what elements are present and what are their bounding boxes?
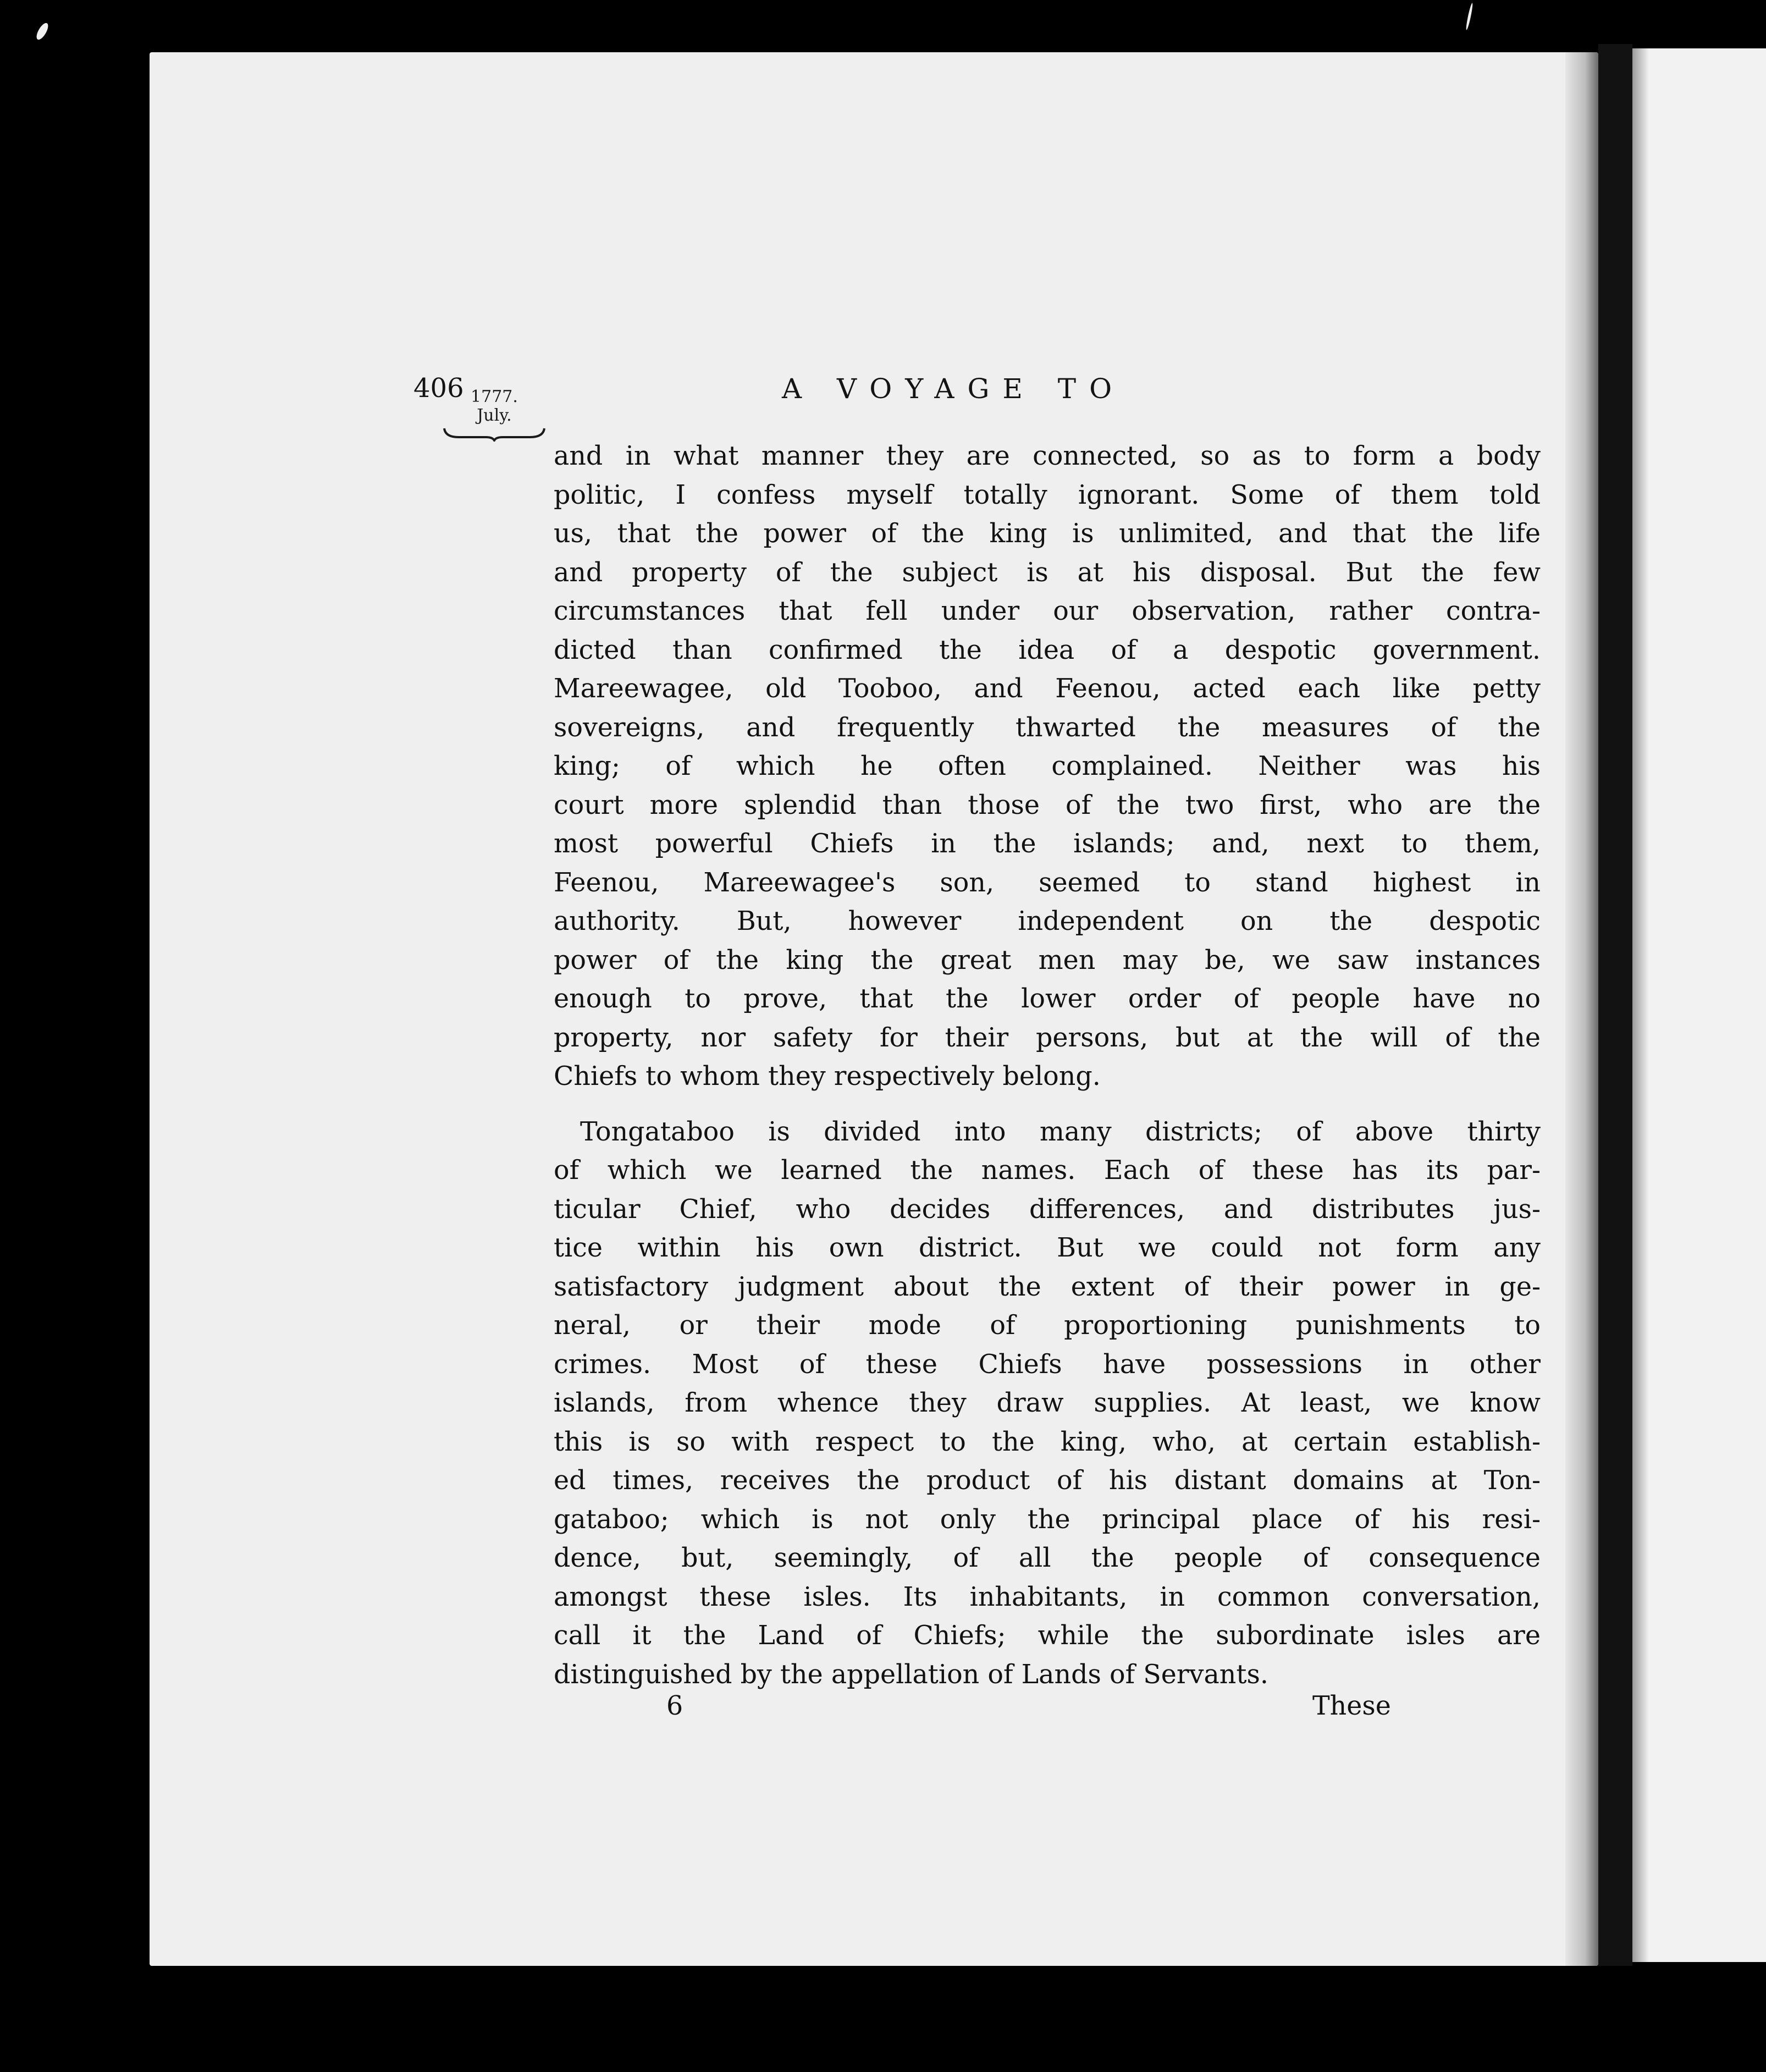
page-header [150, 373, 1598, 417]
text-line: authority. But, however independent on the despotic [554, 906, 1541, 936]
text-line: power of the king the great men may be, we saw instances [554, 945, 1541, 976]
text-line: tice within his own district. But we could not form any [554, 1233, 1541, 1263]
paragraph-gap [554, 1096, 1541, 1113]
text-line: islands, from whence they draw supplies. At least, we know [554, 1388, 1541, 1418]
text-line: politic, I confess myself totally ignorant. Some of them told [554, 480, 1541, 510]
text-line: neral, or their mode of proportioning punishments to [554, 1310, 1541, 1341]
signature-mark: 6 [666, 1691, 683, 1721]
text-line: dicted than confirmed the idea of a despotic government. [554, 635, 1541, 665]
margin-date-note [442, 388, 547, 442]
text-line: of which we learned the names. Each of these has its par- [554, 1155, 1541, 1186]
text-line: dence, but, seemingly, of all the people of consequence [554, 1543, 1541, 1573]
book-gutter [1598, 44, 1632, 1966]
text-line: circumstances that fell under our observation, rather contra- [554, 596, 1541, 626]
text-line: sovereigns, and frequently thwarted the measures of the [554, 712, 1541, 743]
book-page [150, 52, 1598, 1966]
page-number: 406 [413, 373, 464, 404]
facing-page-edge [1632, 48, 1766, 1962]
text-line: Mareewagee, old Tooboo, and Feenou, acted each like petty [554, 674, 1541, 704]
scan-speck [34, 21, 50, 41]
running-head: A VOYAGE TO [782, 373, 1125, 405]
paragraph [554, 437, 1541, 1096]
text-line: property, nor safety for their persons, but at the will of the [554, 1022, 1541, 1053]
text-line: crimes. Most of these Chiefs have possessions in other [554, 1349, 1541, 1380]
text-line: king; of which he often complained. Neither was his [554, 751, 1541, 781]
facing-page-shadow [1632, 48, 1649, 1962]
text-line: us, that the power of the king is unlimited, and that the life [554, 519, 1541, 549]
text-line: court more splendid than those of the two first, who are the [554, 790, 1541, 820]
margin-month: July. [477, 406, 512, 425]
text-line: gataboo; which is not only the principal place of his resi- [554, 1504, 1541, 1535]
text-line: this is so with respect to the king, who, at certain establish- [554, 1426, 1541, 1457]
text-line: call it the Land of Chiefs; while the subordinate isles are [554, 1621, 1541, 1651]
text-line: ticular Chief, who decides differences, and distributes jus- [554, 1194, 1541, 1225]
text-line: Tongataboo is divided into many districts; of above thirty [580, 1116, 1541, 1147]
scan-speck [1465, 3, 1473, 30]
text-line: most powerful Chiefs in the islands; and, next to them, [554, 829, 1541, 859]
text-line: amongst these isles. Its inhabitants, in common conversation, [554, 1581, 1541, 1612]
catchword: These [1312, 1691, 1391, 1721]
text-line: Feenou, Mareewagee's son, seemed to stand highest in [554, 867, 1541, 898]
text-line: satisfactory judgment about the extent of their power in ge- [554, 1271, 1541, 1302]
page-edge-shadow [1565, 52, 1598, 1966]
margin-year: 1777. [471, 387, 518, 406]
paragraph [554, 1113, 1541, 1695]
text-line: enough to prove, that the lower order of people have no [554, 984, 1541, 1014]
text-line: and property of the subject is at his disposal. But the few [554, 557, 1541, 588]
brace-icon [442, 425, 547, 442]
text-line: distinguished by the appellation of Lands of Servants. [554, 1659, 1268, 1690]
text-line: and in what manner they are connected, so as to form a body [554, 441, 1541, 471]
text-line: Chiefs to whom they respectively belong. [554, 1061, 1101, 1092]
text-line: ed times, receives the product of his distant domains at Ton- [554, 1465, 1541, 1496]
body-text [554, 437, 1541, 1694]
